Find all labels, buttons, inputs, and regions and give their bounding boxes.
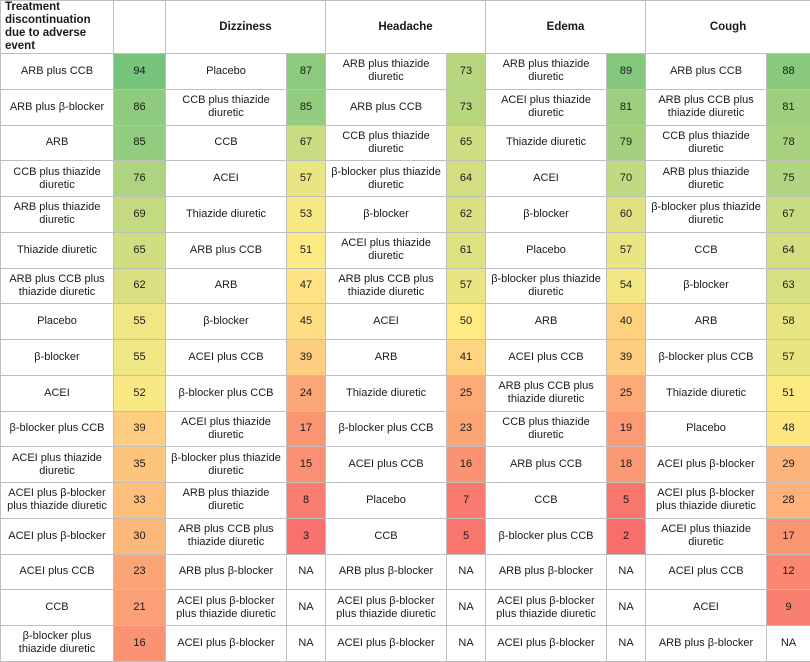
treatment-cell: ACEI plus β-blocker [326, 626, 447, 662]
treatment-cell: ARB plus β-blocker [166, 554, 287, 590]
score-cell: NA [767, 626, 810, 662]
treatment-cell: CCB plus thiazide diuretic [646, 125, 767, 161]
treatment-cell: ARB [1, 125, 114, 161]
treatment-cell: CCB plus thiazide diuretic [326, 125, 447, 161]
column-header-edema: Edema [486, 1, 646, 54]
treatment-cell: Thiazide diuretic [166, 197, 287, 233]
treatment-cell: ACEI plus β-blocker plus thiazide diuretic [646, 483, 767, 519]
treatment-cell: Thiazide diuretic [326, 375, 447, 411]
score-cell: 12 [767, 554, 810, 590]
treatment-cell: ARB plus thiazide diuretic [326, 54, 447, 90]
score-cell: 52 [114, 375, 166, 411]
score-cell: 73 [447, 89, 486, 125]
score-cell: 28 [767, 483, 810, 519]
treatment-cell: Thiazide diuretic [486, 125, 607, 161]
treatment-cell: ACEI plus β-blocker plus thiazide diuretic [486, 590, 607, 626]
treatment-cell: β-blocker plus CCB [646, 340, 767, 376]
treatment-cell: ACEI plus CCB [326, 447, 447, 483]
score-cell: 51 [767, 375, 810, 411]
treatment-cell: β-blocker [486, 197, 607, 233]
treatment-cell: ARB plus CCB plus thiazide diuretic [1, 268, 114, 304]
score-cell: 86 [114, 89, 166, 125]
score-cell: 55 [114, 340, 166, 376]
treatment-cell: ACEI plus thiazide diuretic [166, 411, 287, 447]
score-cell: 89 [607, 54, 646, 90]
score-cell: 17 [287, 411, 326, 447]
score-cell: 35 [114, 447, 166, 483]
treatment-cell: ARB plus β-blocker [1, 89, 114, 125]
treatment-cell: CCB [486, 483, 607, 519]
score-cell: 25 [447, 375, 486, 411]
treatment-cell: Thiazide diuretic [646, 375, 767, 411]
treatment-cell: ACEI [646, 590, 767, 626]
treatment-cell: ARB plus CCB plus thiazide diuretic [486, 375, 607, 411]
score-cell: 54 [607, 268, 646, 304]
treatment-cell: ARB plus thiazide diuretic [166, 483, 287, 519]
score-cell: 53 [287, 197, 326, 233]
score-cell: 73 [447, 54, 486, 90]
table-row [1, 375, 810, 411]
column-header-dizziness: Dizziness [166, 1, 326, 54]
column-header-headache: Headache [326, 1, 486, 54]
table-row [1, 197, 810, 233]
treatment-cell: ARB [646, 304, 767, 340]
treatment-cell: β-blocker [166, 304, 287, 340]
column-header-cough: Cough [646, 1, 810, 54]
treatment-cell: β-blocker [326, 197, 447, 233]
treatment-cell: β-blocker [1, 340, 114, 376]
score-cell: 45 [287, 304, 326, 340]
score-cell: 39 [607, 340, 646, 376]
treatment-cell: Placebo [326, 483, 447, 519]
score-cell: NA [287, 626, 326, 662]
treatment-cell: β-blocker plus CCB [486, 518, 607, 554]
score-cell: 57 [607, 232, 646, 268]
treatment-cell: Placebo [646, 411, 767, 447]
table-row [1, 590, 810, 626]
treatment-cell: ARB plus thiazide diuretic [646, 161, 767, 197]
treatment-cell: Thiazide diuretic [1, 232, 114, 268]
treatment-cell: β-blocker plus thiazide diuretic [486, 268, 607, 304]
treatment-cell: Placebo [486, 232, 607, 268]
treatment-cell: ARB plus β-blocker [646, 626, 767, 662]
table-row [1, 304, 810, 340]
treatment-cell: ARB plus CCB [166, 232, 287, 268]
score-cell: 63 [767, 268, 810, 304]
score-cell: 94 [114, 54, 166, 90]
score-cell: 47 [287, 268, 326, 304]
table-row [1, 161, 810, 197]
score-cell: 58 [767, 304, 810, 340]
treatment-cell: β-blocker plus thiazide diuretic [646, 197, 767, 233]
score-cell: 70 [607, 161, 646, 197]
score-cell: 50 [447, 304, 486, 340]
score-cell: 24 [287, 375, 326, 411]
treatment-cell: ARB plus CCB [486, 447, 607, 483]
score-cell: 65 [114, 232, 166, 268]
score-cell: NA [447, 554, 486, 590]
table-row [1, 54, 810, 90]
treatment-cell: Placebo [1, 304, 114, 340]
treatment-cell: ARB plus CCB plus thiazide diuretic [646, 89, 767, 125]
score-cell: 7 [447, 483, 486, 519]
treatment-cell: ACEI plus thiazide diuretic [1, 447, 114, 483]
treatment-cell: CCB [166, 125, 287, 161]
score-cell: 16 [114, 626, 166, 662]
treatment-cell: Placebo [166, 54, 287, 90]
score-cell: 8 [287, 483, 326, 519]
treatment-cell: CCB [1, 590, 114, 626]
score-cell: 5 [447, 518, 486, 554]
score-cell: 33 [114, 483, 166, 519]
score-cell: NA [287, 554, 326, 590]
score-cell: 39 [114, 411, 166, 447]
column-header-discontinuation: Treatment discontinuation due to adverse event [1, 1, 114, 54]
score-cell: 17 [767, 518, 810, 554]
score-cell: 9 [767, 590, 810, 626]
score-cell: NA [607, 554, 646, 590]
score-cell: 2 [607, 518, 646, 554]
score-cell: 87 [287, 54, 326, 90]
score-cell: 15 [287, 447, 326, 483]
score-cell: 79 [607, 125, 646, 161]
treatment-cell: ACEI [166, 161, 287, 197]
treatment-cell: ACEI plus CCB [646, 554, 767, 590]
score-cell: 57 [767, 340, 810, 376]
treatment-cell: ACEI [326, 304, 447, 340]
score-cell: NA [287, 590, 326, 626]
header-row [1, 1, 810, 54]
treatment-cell: ACEI plus CCB [166, 340, 287, 376]
score-cell: 5 [607, 483, 646, 519]
table-row [1, 89, 810, 125]
treatment-cell: ACEI plus β-blocker [486, 626, 607, 662]
score-cell: 3 [287, 518, 326, 554]
treatment-cell: ACEI plus β-blocker plus thiazide diuretic [166, 590, 287, 626]
treatment-cell: ARB [326, 340, 447, 376]
score-cell: 55 [114, 304, 166, 340]
score-cell: 64 [447, 161, 486, 197]
treatment-cell: ARB plus thiazide diuretic [486, 54, 607, 90]
treatment-cell: β-blocker plus CCB [166, 375, 287, 411]
treatment-cell: β-blocker plus CCB [326, 411, 447, 447]
score-cell: 64 [767, 232, 810, 268]
treatment-cell: ACEI plus β-blocker [1, 518, 114, 554]
treatment-cell: ARB [166, 268, 287, 304]
score-cell: 19 [607, 411, 646, 447]
treatment-cell: ARB plus thiazide diuretic [1, 197, 114, 233]
score-cell: 67 [767, 197, 810, 233]
score-cell: 51 [287, 232, 326, 268]
score-cell: 23 [447, 411, 486, 447]
table-row [1, 268, 810, 304]
treatment-cell: ARB plus CCB [646, 54, 767, 90]
treatment-cell: β-blocker plus thiazide diuretic [166, 447, 287, 483]
score-cell: 62 [114, 268, 166, 304]
treatment-cell: ARB plus CCB [326, 89, 447, 125]
column-header-discontinuation-score [114, 1, 166, 54]
score-cell: 65 [447, 125, 486, 161]
table-row [1, 554, 810, 590]
score-cell: 78 [767, 125, 810, 161]
treatment-cell: β-blocker plus thiazide diuretic [326, 161, 447, 197]
treatment-cell: ARB [486, 304, 607, 340]
treatment-cell: β-blocker plus CCB [1, 411, 114, 447]
treatment-cell: ARB plus CCB plus thiazide diuretic [166, 518, 287, 554]
score-cell: 76 [114, 161, 166, 197]
treatment-cell: ACEI plus CCB [486, 340, 607, 376]
treatment-cell: ACEI plus β-blocker [166, 626, 287, 662]
score-cell: 23 [114, 554, 166, 590]
score-cell: 29 [767, 447, 810, 483]
score-cell: 48 [767, 411, 810, 447]
score-cell: NA [447, 590, 486, 626]
treatment-cell: β-blocker plus thiazide diuretic [1, 626, 114, 662]
score-cell: 61 [447, 232, 486, 268]
table-row [1, 411, 810, 447]
treatment-cell: ACEI plus CCB [1, 554, 114, 590]
table-row [1, 232, 810, 268]
treatment-cell: ACEI plus β-blocker plus thiazide diuretic [326, 590, 447, 626]
score-cell: 85 [287, 89, 326, 125]
score-cell: 57 [447, 268, 486, 304]
score-cell: NA [607, 626, 646, 662]
treatment-cell: ARB plus CCB plus thiazide diuretic [326, 268, 447, 304]
score-cell: 69 [114, 197, 166, 233]
score-cell: 88 [767, 54, 810, 90]
score-cell: 18 [607, 447, 646, 483]
table-row [1, 518, 810, 554]
score-cell: 62 [447, 197, 486, 233]
treatment-cell: ACEI [1, 375, 114, 411]
score-cell: NA [607, 590, 646, 626]
treatment-cell: β-blocker [646, 268, 767, 304]
treatment-cell: ACEI plus β-blocker [646, 447, 767, 483]
treatment-cell: ARB plus β-blocker [486, 554, 607, 590]
score-cell: 81 [767, 89, 810, 125]
table-row [1, 626, 810, 662]
score-cell: 30 [114, 518, 166, 554]
treatment-cell: ARB plus CCB [1, 54, 114, 90]
score-cell: 41 [447, 340, 486, 376]
treatment-cell: ACEI plus β-blocker plus thiazide diuretic [1, 483, 114, 519]
score-cell: 16 [447, 447, 486, 483]
treatment-cell: CCB plus thiazide diuretic [166, 89, 287, 125]
score-cell: 75 [767, 161, 810, 197]
score-cell: 57 [287, 161, 326, 197]
score-cell: 25 [607, 375, 646, 411]
treatment-cell: CCB [326, 518, 447, 554]
treatment-cell: ACEI [486, 161, 607, 197]
treatment-cell: CCB [646, 232, 767, 268]
table-body [1, 54, 810, 662]
treatment-cell: CCB plus thiazide diuretic [1, 161, 114, 197]
score-cell: 85 [114, 125, 166, 161]
treatment-cell: ACEI plus thiazide diuretic [646, 518, 767, 554]
table-row [1, 125, 810, 161]
score-cell: 40 [607, 304, 646, 340]
score-cell: 60 [607, 197, 646, 233]
score-cell: NA [447, 626, 486, 662]
table-row [1, 483, 810, 519]
table-row [1, 447, 810, 483]
score-cell: 67 [287, 125, 326, 161]
treatment-cell: CCB plus thiazide diuretic [486, 411, 607, 447]
treatment-cell: ACEI plus thiazide diuretic [486, 89, 607, 125]
score-cell: 21 [114, 590, 166, 626]
treatment-cell: ARB plus β-blocker [326, 554, 447, 590]
score-cell: 39 [287, 340, 326, 376]
treatment-cell: ACEI plus thiazide diuretic [326, 232, 447, 268]
table-row [1, 340, 810, 376]
score-cell: 81 [607, 89, 646, 125]
